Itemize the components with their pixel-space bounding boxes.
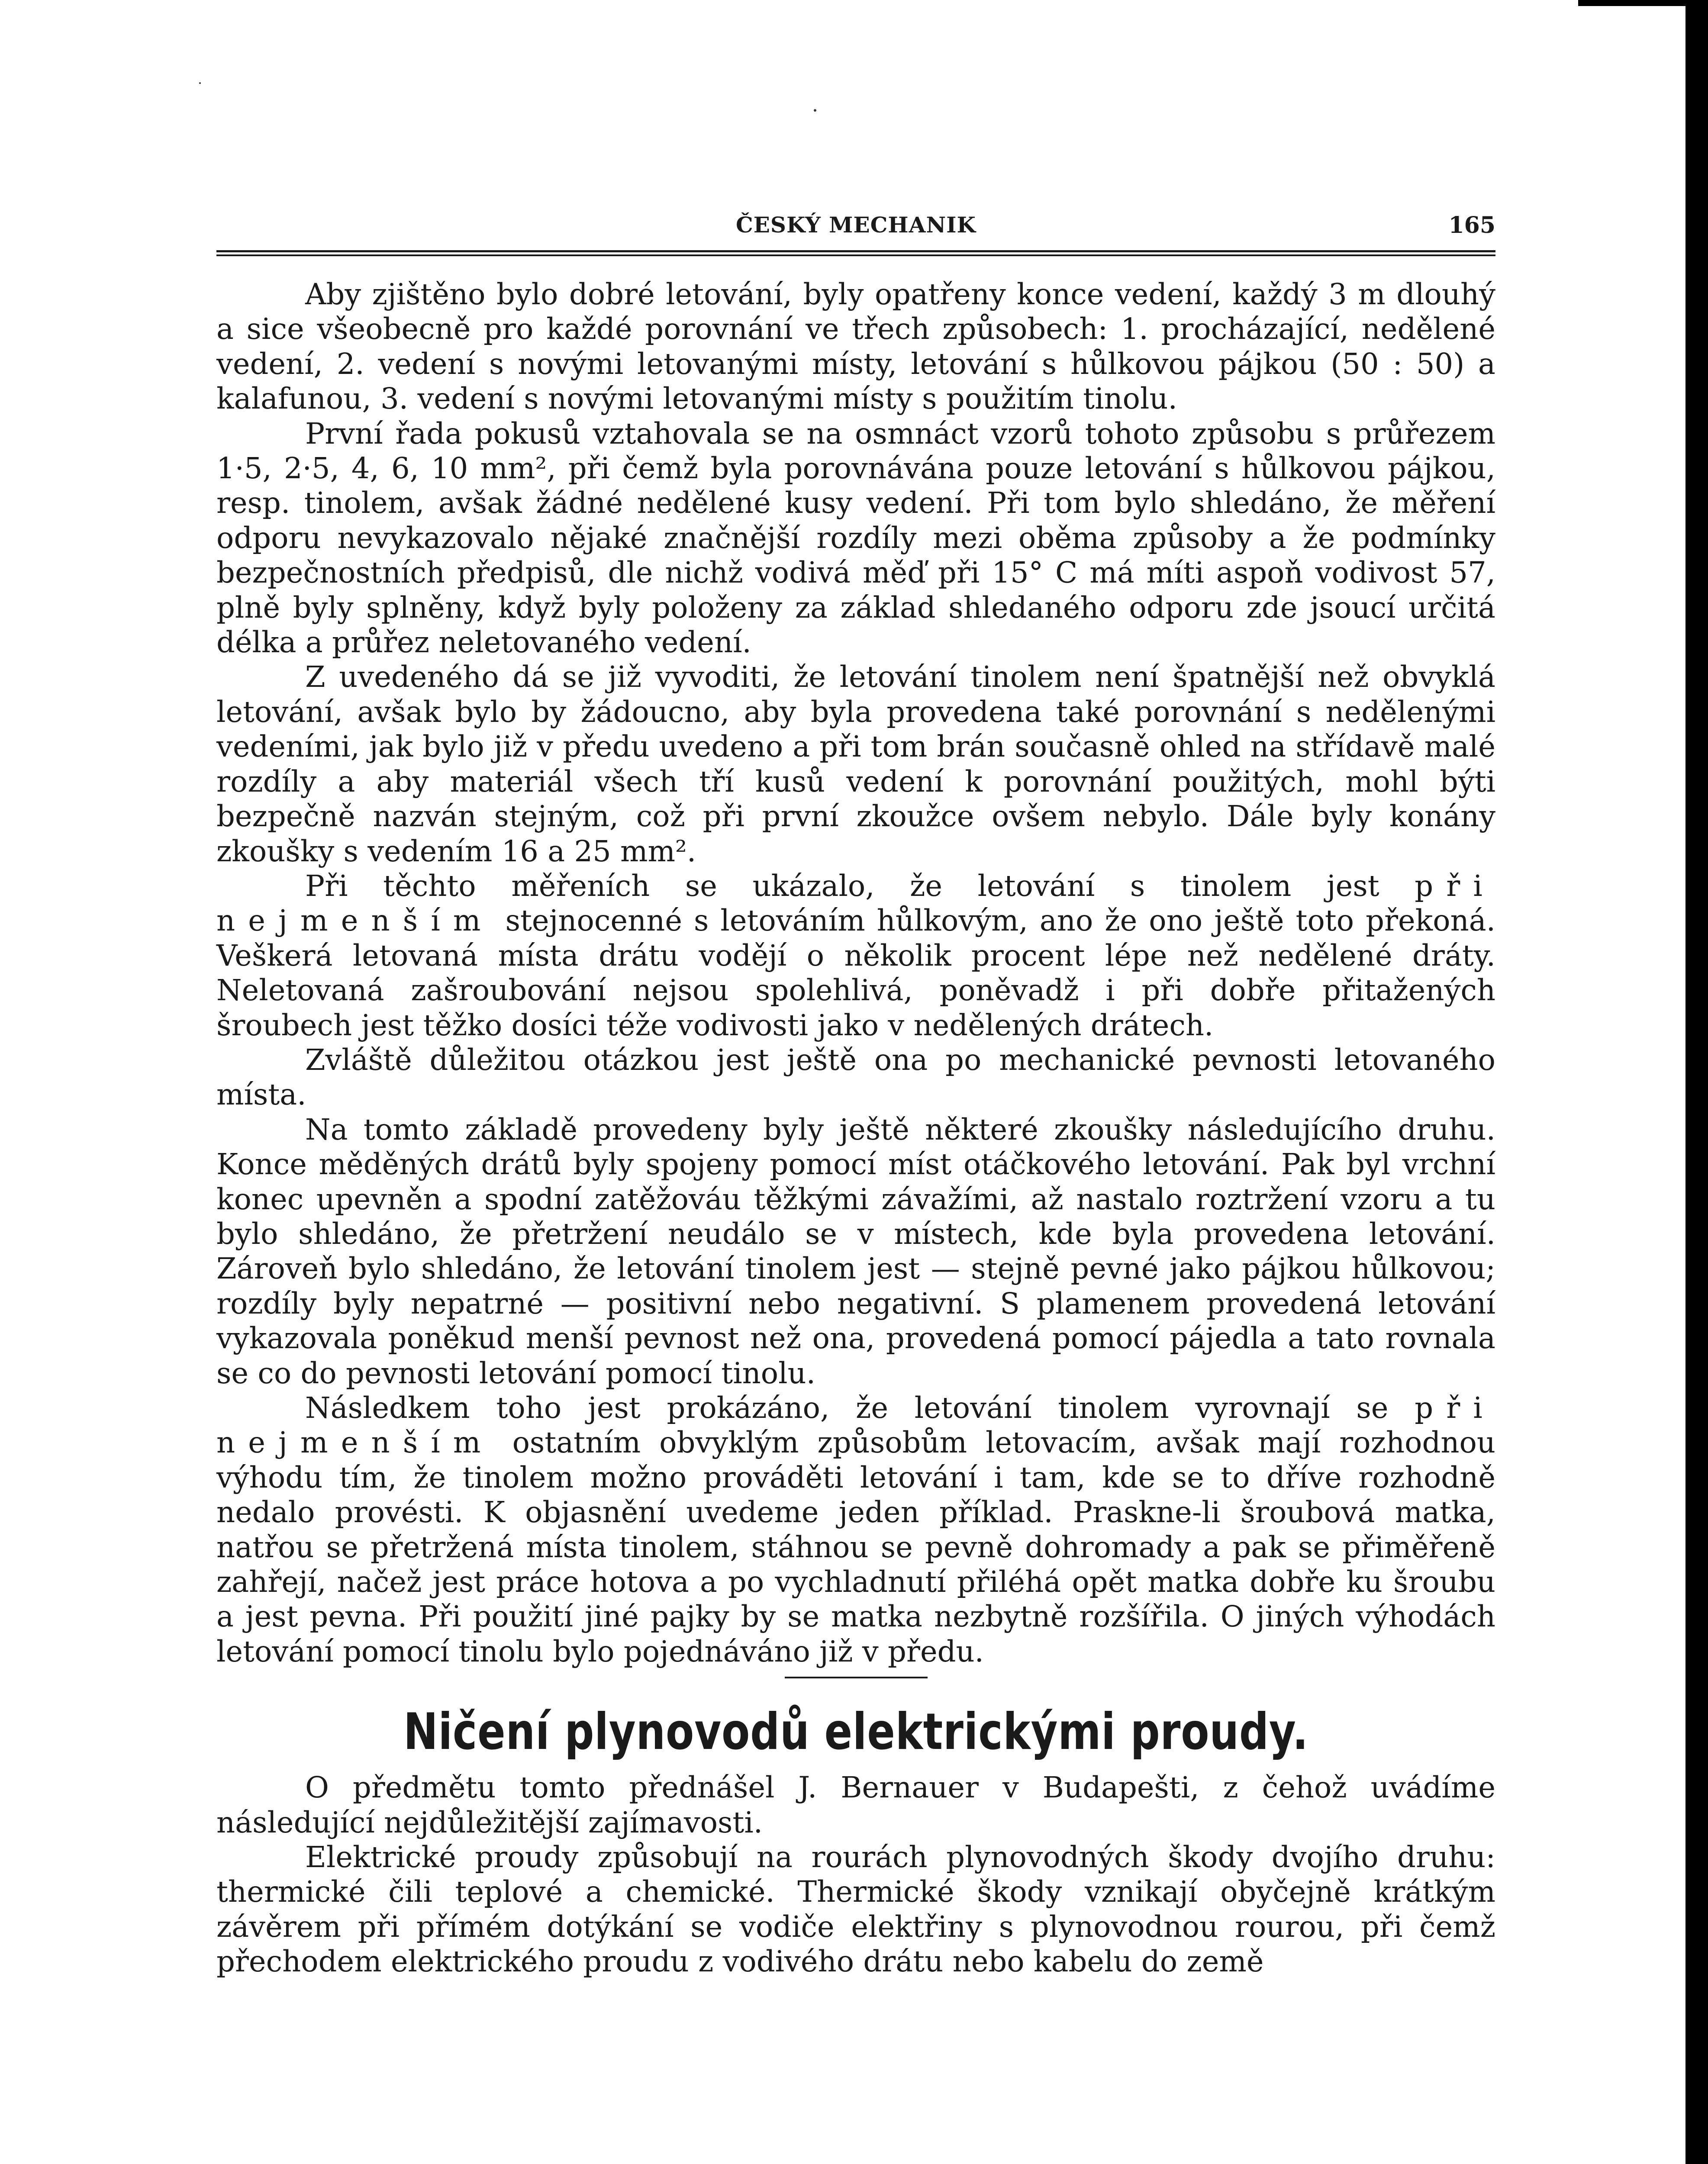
- paragraph-text: První řada pokusů vztahovala se na osmnáct vzorů tohoto způsobu s průřezem 1·5, 2·5, 4, 6, 10 mm², při čemž byla porovnávána pouze letování s hůlkovou pájkou, resp. tinolem, avšak žádné nedělené kusy vedení. Při tom bylo shledáno, že měření odporu nevykazovalo nějaké značnější rozdíly mezi oběma způsoby a že podmínky bezpečnostních předpisů, dle nichž vodivá měď při 15° C má míti aspoň vodivost 57, plně byly splněny, když byly položeny za základ shledaného odporu zde jsoucí určitá délka a průřez neletovaného vedení.: [216, 416, 1495, 660]
- page-number: 165: [1448, 212, 1495, 238]
- paragraph-text: Z uvedeného dá se již vyvoditi, že letování tinolem není špatnější než obvyklá letování, avšak bylo by žádoucno, aby byla provedena také porovnání s nedělenými vedeními, jak bylo již v předu uvedeno a při tom brán současně ohled na střídavě malé rozdíly a aby materiál všech tří kusů vedení k porovnání použitých, mohl býti bezpečně nazván stejným, což při první zkoužce ovšem nebylo. Dále byly konány zkoušky s vedením 16 a 25 mm².: [216, 660, 1495, 868]
- scan-border-right: [1685, 0, 1708, 2164]
- paragraph: [216, 1840, 1495, 1979]
- paragraph-text: Na tomto základě provedeny byly ještě některé zkoušky následujícího druhu. Konce měděných drátů byly spojeny pomocí míst otáčkového letování. Pak byl vrchní konec upevněn a spodní zatěžováu těžkými závažími, až nastalo roztržení vzoru a tu bylo shledáno, že přetržení neudálo se v místech, kde byla provedena letování. Zároveň bylo shledáno, že letování tinolem jest — stejně pevné jako pájkou hůlkovou; rozdíly byly nepatrné — positivní nebo negativní. S plamenem provedená letování vykazovala poněkud menší pevnost než ona, provedená pomocí pájedla a tato rovnala se co do pevnosti letování pomocí tinolu.: [216, 1112, 1495, 1390]
- paragraph: [216, 277, 1495, 416]
- spaced-emphasis: při nejmenším: [216, 869, 1495, 938]
- paragraph: [216, 1043, 1495, 1112]
- paragraph-text: Zvláště důležitou otázkou jest ještě ona po mechanické pevnosti letovaného místa.: [216, 1043, 1495, 1112]
- paragraph: [216, 660, 1495, 868]
- paragraph: [216, 1112, 1495, 1391]
- paragraph: [216, 416, 1495, 660]
- paragraph-text: Následkem toho jest prokázáno, že letování tinolem vyrovnají se: [305, 1391, 1415, 1425]
- paragraph-text: Elektrické proudy způsobují na rourách plynovodných škody dvojího druhu: thermické čili teplové a chemické. Thermické škody vznikají obyčejně krátkým závěrem při přímém dotýkání se vodiče elektřiny s plynovodnou rourou, při čemž přechodem elektrického proudu z vodivého drátu nebo kabelu do země: [216, 1840, 1495, 1979]
- paragraph: [216, 869, 1495, 1043]
- paragraph-text: Při těchto měřeních se ukázalo, že letování s tinolem jest: [305, 869, 1415, 903]
- paragraph-text: stejnocenné s letováním hůlkovým, ano že ono ještě toto překoná. Veškerá letovaná místa drátu vodějí o několik procent lépe než nedělené dráty. Neletovaná zašroubování nejsou spolehlivá, poněvadž i při dobře přitažených šroubech jest těžko dosíci téže vodivosti jako v nedělených drátech.: [216, 904, 1495, 1042]
- scan-border-top: [1578, 0, 1708, 6]
- paragraph-text: ostatním obvyklým způsobům letovacím, avšak mají rozhodnou výhodu tím, že tinolem možno prováděti letování i tam, kde se to dříve rozhodně nedalo provésti. K objasnění uvedeme jeden příklad. Praskne-li šroubová matka, natřou se přetržená místa tinolem, stáhnou se pevně dohromady a pak se přiměřeně zahřejí, načež jest práce hotova a po vychladnutí přiléhá opět matka dobře ku šroubu a jest pevna. Při použití jiné pajky by se matka nezbytně rozšířila. O jiných výhodách letování pomocí tinolu bylo pojednáváno již v předu.: [216, 1426, 1495, 1668]
- article-gas-pipe-damage: [216, 1702, 1495, 1979]
- paragraph: [216, 1391, 1495, 1669]
- running-header: [216, 212, 1495, 242]
- running-title: ČESKÝ MECHANIK: [735, 212, 976, 238]
- paragraph-text: O předmětu tomto přednášel J. Bernauer v Budapešti, z čehož uvádíme následující nejdůležitější zajímavosti.: [216, 1771, 1495, 1839]
- article-tinol-soldering: [216, 277, 1495, 1669]
- header-double-rule: [216, 250, 1495, 256]
- scan-speck: [199, 82, 201, 84]
- paragraph: [216, 1770, 1495, 1840]
- page-body: [216, 277, 1495, 1979]
- article-heading: Ničení plynovodů elektrickými proudy.: [403, 1703, 1308, 1761]
- section-divider: [785, 1677, 928, 1678]
- scan-speck: [814, 109, 816, 112]
- paragraph-text: Aby zjištěno bylo dobré letování, byly opatřeny konce vedení, každý 3 m dlouhý a sice všeobecně pro každé porovnání ve třech způsobech: 1. procházající, nedělené vedení, 2. vedení s novými letovanými místy, letování s hůlkovou pájkou (50 : 50) a kalafunou, 3. vedení s novými letovanými místy s použitím tinolu.: [216, 277, 1495, 416]
- spaced-emphasis: při nejmenším: [216, 1391, 1495, 1460]
